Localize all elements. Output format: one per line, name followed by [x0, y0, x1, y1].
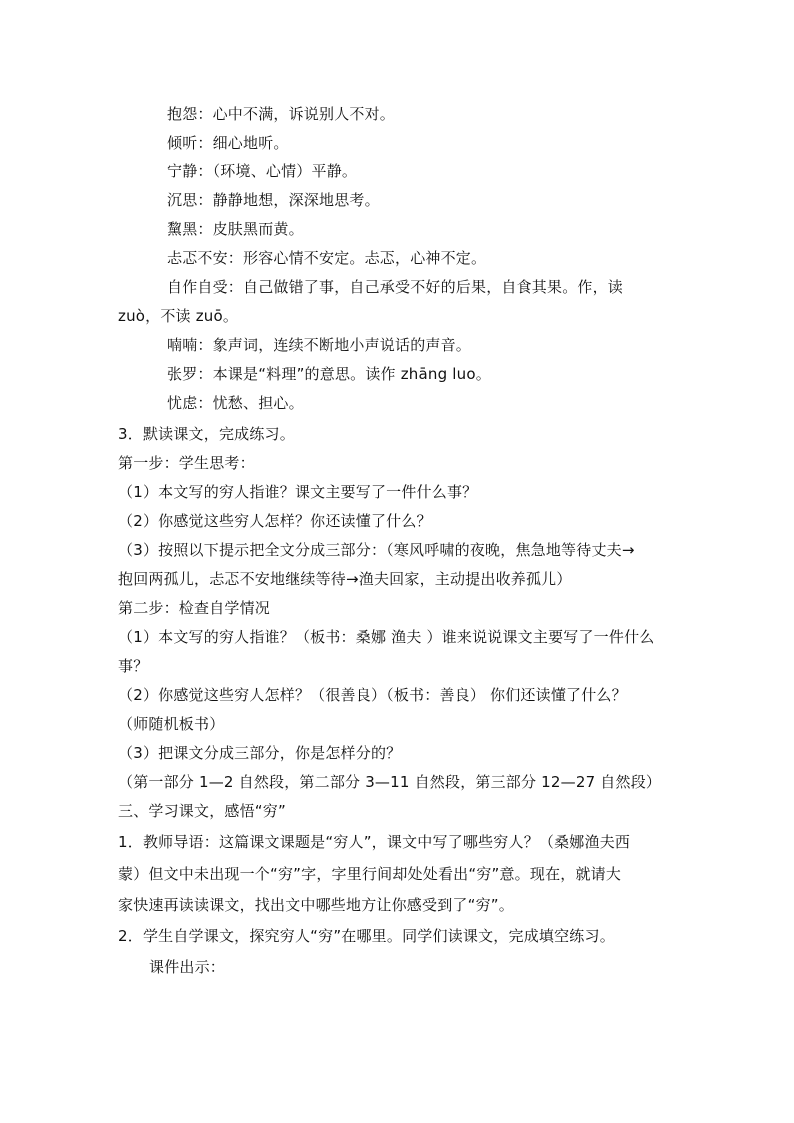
step2-a1-line2: 事？	[118, 657, 149, 675]
part3-heading: 三、学习课文，感悟“穷”	[118, 802, 286, 820]
vocab-qingting: 倾听：细心地听。	[167, 134, 289, 152]
part3-p3: 课件出示：	[149, 958, 226, 976]
vocab-lihei: 黧黑：皮肤黑而黄。	[167, 220, 304, 238]
vocab-zizuozishou: 自作自受：自己做错了事，自己承受不好的后果，自食其果。作，读	[167, 278, 624, 296]
vocab-youlu: 忧虑：忧愁、担心。	[167, 394, 304, 412]
section3-heading: 3．默读课文，完成练习。	[118, 425, 295, 443]
step1-q1: （1）本文写的穷人指谁？课文主要写了一件什么事？	[118, 483, 478, 501]
step2-a2-line2: （师随机板书）	[118, 715, 225, 733]
step2-a3-line2: （第一部分 1—2 自然段，第二部分 3—11 自然段，第三部分 12—27 自然段）	[118, 773, 662, 791]
vocab-tante: 忐忑不安：形容心情不安定。忐忑，心神不定。	[167, 249, 487, 267]
vocab-zhangluo: 张罗：本课是“料理”的意思。读作 zhāng luo。	[167, 365, 491, 383]
vocab-zizuozishou-cont: zuò，不读 zuō。	[118, 307, 239, 325]
step2-a3-line1: （3）把课文分成三部分，你是怎样分的？	[118, 744, 402, 762]
part3-p1-line3: 家快速再读读课文，找出文中哪些地方让你感受到了“穷”。	[118, 896, 514, 914]
part3-p2: 2．学生自学课文，探究穷人“穷”在哪里。同学们读课文，完成填空练习。	[118, 927, 615, 945]
step1-q2: （2）你感觉这些穷人怎样？你还读懂了什么？	[118, 512, 432, 530]
vocab-ningjing: 宁静：（环境、心情）平静。	[167, 162, 358, 180]
step2-a2-line1: （2）你感觉这些穷人怎样？（很善良）（板书：善良） 你们还读懂了什么？	[118, 686, 627, 704]
part3-p1-line1: 1．教师导语：这篇课文课题是“穷人”，课文中写了哪些穷人？（桑娜渔夫西	[118, 833, 631, 851]
part3-p1-line2: 蒙）但文中未出现一个“穷”字，字里行间却处处看出“穷”意。现在，就请大	[118, 865, 622, 883]
vocab-chensi: 沉思：静静地想，深深地思考。	[167, 191, 380, 209]
vocab-nannan: 喃喃：象声词，连续不断地小声说话的声音。	[167, 336, 472, 354]
step2-a1-line1: （1）本文写的穷人指谁？（板书：桑娜 渔夫 ）谁来说说课文主要写了一件什么	[118, 628, 655, 646]
step1-q3-line2: 抱回两孤儿，忐忑不安地继续等待→渔夫回家，主动提出收养孤儿）	[118, 570, 572, 588]
step1-q3-line1: （3）按照以下提示把全文分成三部分：（寒风呼啸的夜晚，焦急地等待丈夫→	[118, 541, 635, 559]
step1-title: 第一步：学生思考：	[118, 454, 255, 472]
step2-title: 第二步：检查自学情况	[118, 599, 271, 617]
vocab-baoyuan: 抱怨：心中不满，诉说别人不对。	[167, 105, 396, 123]
